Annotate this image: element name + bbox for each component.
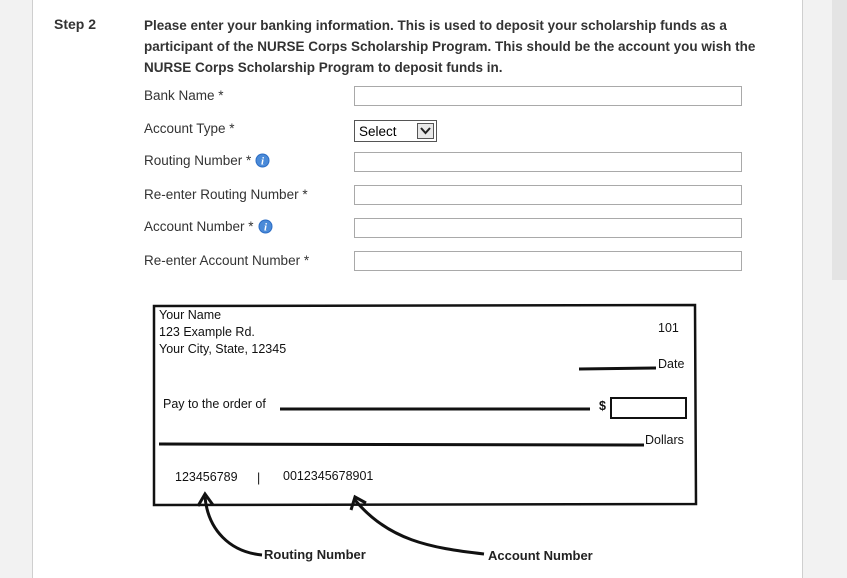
amount-box [611, 398, 686, 418]
check-address-line1: 123 Example Rd. [159, 325, 255, 339]
account-callout: Account Number [488, 548, 593, 563]
account-number-label-text: Account Number * [144, 219, 254, 234]
reenter-routing-label-text: Re-enter Routing Number * [144, 187, 308, 202]
check-number: 101 [658, 321, 679, 335]
instructions-text: Please enter your banking information. This is used to deposit your scholarship funds as a participant of the NURSE Corps Scholarship Program. This should be the account you wish the NURSE Corps Scholarship Program to deposit funds in. [144, 18, 756, 75]
routing-number-label-text: Routing Number * [144, 153, 252, 168]
account-type-selected: Select [359, 123, 397, 139]
check-name: Your Name [159, 308, 222, 322]
step-label: Step 2 [54, 16, 97, 32]
check-date-label: Date [658, 357, 685, 371]
check-address-line2: Your City, State, 12345 [159, 342, 287, 356]
routing-callout: Routing Number [264, 547, 366, 562]
svg-text:i: i [261, 155, 265, 168]
dollars-line [159, 444, 644, 445]
date-line [579, 368, 656, 369]
account-arrow [355, 500, 484, 554]
reenter-account-label-text: Re-enter Account Number * [144, 253, 310, 268]
check-currency: $ [599, 399, 606, 413]
check-routing-number: 123456789 [175, 470, 238, 484]
check-dollars-label: Dollars [645, 433, 684, 447]
svg-text:i: i [263, 221, 267, 234]
bank-name-label-text: Bank Name * [144, 88, 224, 103]
account-type-label-text: Account Type * [144, 121, 235, 136]
check-account-number: 0012345678901 [283, 469, 374, 483]
check-separator: | [257, 471, 261, 485]
check-pay-to: Pay to the order of [163, 397, 266, 411]
